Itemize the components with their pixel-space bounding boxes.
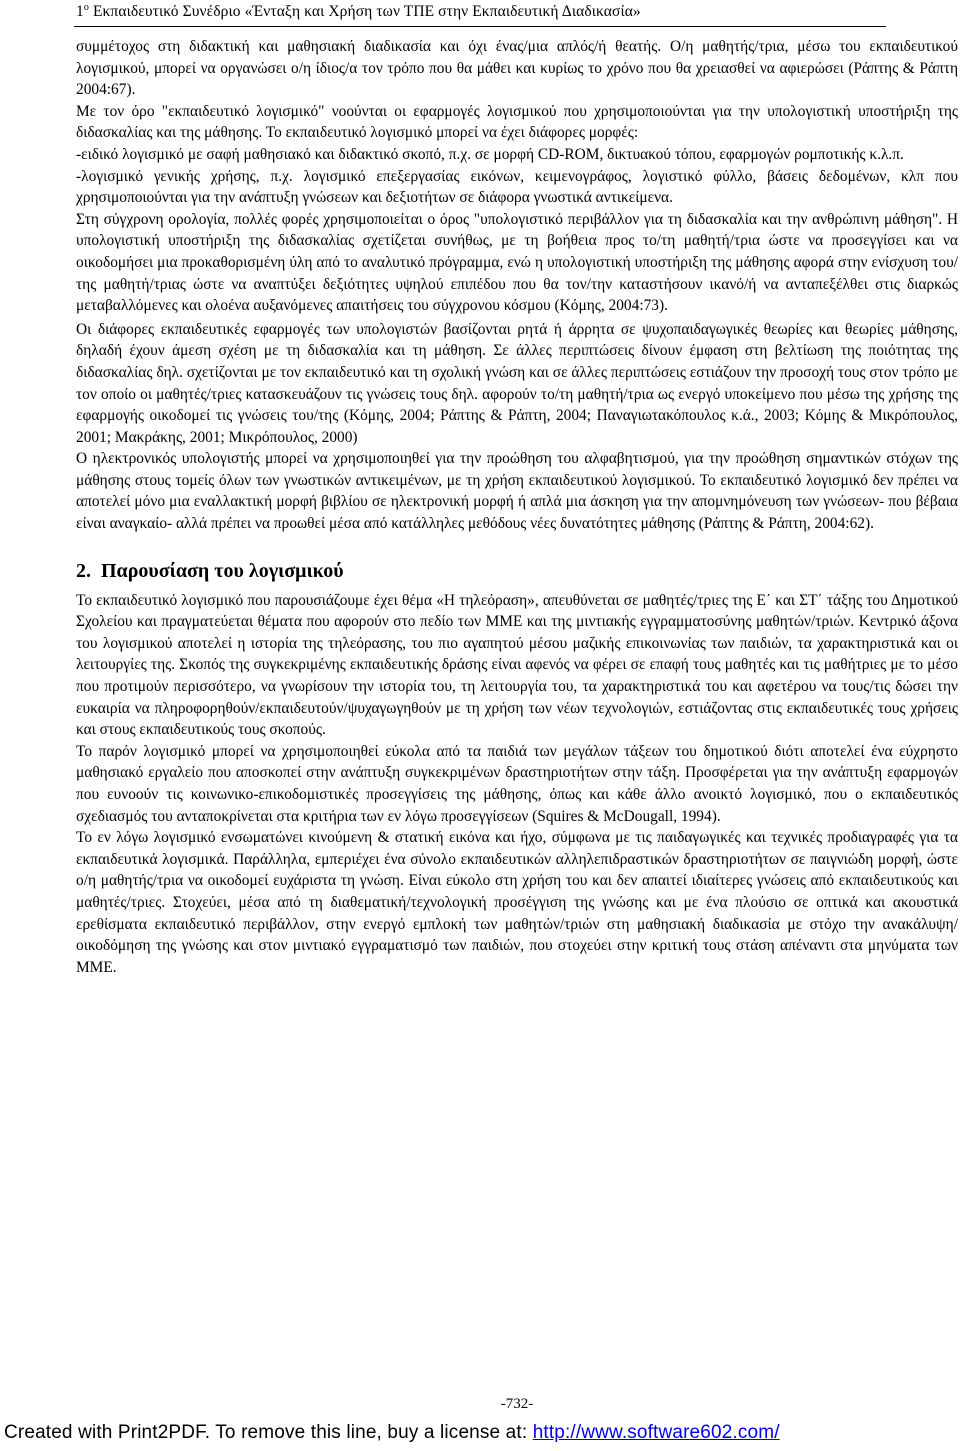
running-header [76, 2, 641, 21]
list-item: -ειδικό λογισμικό με σαφή μαθησιακό και διδακτικό σκοπό, π.χ. σε μορφή CD-ROM, δικτυακού τόπου, εφαρμογών ρομποτικής κ.λ.π. [76, 145, 904, 163]
section-title: Παρουσίαση του λογισμικού [101, 559, 344, 582]
banner-text: Created with Print2PDF. To remove this line, buy a license at: [4, 1422, 533, 1443]
paragraph: Με τον όρο "εκπαιδευτικό λογισμικό" νοούνται οι εφαρμογές λογισμικού που χρησιμοποιούνται για την υπολογιστική υποστήριξη της διδασκαλίας και της μάθησης. Το εκπαιδευτικό λογισμικό μπορεί να έχει διάφορες μορφές: [76, 102, 958, 142]
license-link[interactable]: http://www.software602.com/ [532, 1422, 780, 1443]
paragraph: Το εκπαιδευτικό λογισμικό που παρουσιάζουμε έχει θέμα «Η τηλεόραση», απευθύνεται σε μαθητές/τριες της Ε΄ και ΣΤ΄ τάξης του Δημοτικού Σχολείου και πραγματεύεται θέματα που αφορούν στο πεδίο των ΜΜΕ και της μιντιακής εγγραμματοσύνης μαθητών/τριών. Κεντρικό άξονα του λογισμικού αποτελεί η ιστορία της τηλεόρασης, του πιο αγαπητού μέσου μαζικής επικοινωνίας των παιδιών, τα χαρακτηριστικά και οι λειτουργίες της. Σκοπός της συγκεκριμένης εκπαιδευτικής δράσης είναι αφενός να φέρει σε επαφή τους μαθητές και τις μαθήτριες με το μέσο που προτιμούν περισσότερο, να γνωρίσουν την ιστορία του, τη λειτουργία του, τα χαρακτηριστικά του και αφετέρου να τους/τις δώσει την ευκαιρία να πληροφορηθούν/εκπαιδευτούν/ψυχαγωγηθούν με τη χρήση των νέων τεχνολογιών, εστιάζοντας στις εκπαιδευτικές τους χρήσεις και στους εκπαιδευτικούς τους σκοπούς. [76, 591, 958, 739]
header-number: 1 [76, 3, 84, 21]
paragraph: Στη σύγχρονη ορολογία, πολλές φορές χρησιμοποιείται ο όρος "υπολογιστικό περιβάλλον για τη διδασκαλία και την ανθρώπινη μάθηση". Η υπολογιστική υποστήριξη της διδασκαλίας σχετίζεται συνήθως, με τη βοήθεια προς το/τη μαθητή/τρια ώστε να προσεγγίσει και να οικοδομήσει μια προκαθορισμένη ύλη από το αναλυτικό πρόγραμμα, ενώ η υπολογιστική υποστήριξη της μάθησης αφορά στην ενίσχυση του/της μαθητή/τριας ώστε να αναπτύξει δεξιότητες υψηλού επιπέδου που θα τον/την καταστήσουν ικανό/ή να ανταπεξέλθει στις διαρκώς μεταβαλλόμενες και ολοένα αυξανόμενες απαιτήσεις του σύγχρονου κόσμου (Κόμης, 2004:73). [76, 210, 958, 315]
paragraph: συμμέτοχος στη διδακτική και μαθησιακή διαδικασία και όχι ένας/μια απλός/ή θεατής. Ο/η μαθητής/τρια, μέσω του εκπαιδευτικού λογισμικού, μπορεί να οργανώσει ο/η ίδιος/α τον τρόπο που θα μάθει και κυρίως το χρόνο που θα χρειασθεί να αφιερώσει (Ράπτης & Ράπτη 2004:67). [76, 38, 958, 99]
section-number: 2. [76, 559, 91, 582]
paragraph: Ο ηλεκτρονικός υπολογιστής μπορεί να χρησιμοποιηθεί για την προώθηση του αλφαβητισμού, για την προώθηση σημαντικών στόχων της μάθησης στους τομείς όλων των γνωστικών αντικειμένων, με τη χρήση εκπαιδευτικού λογισμικού. Το εκπαιδευτικό λογισμικό δεν πρέπει να αποτελεί μόνο μια εναλλακτική μορφή βιβλίου σε ηλεκτρονική μορφή ή απλά μια άσκηση για την απομνημόνευση των γνώσεων- που βέβαια είναι αναγκαίο- αλλά πρέπει να προωθεί μέσα από κατάλληλες μεθόδους νέες δυνατότητες μάθησης (Ράπτης & Ράπτη, 2004:62). [76, 450, 958, 533]
list-item: -λογισμικό γενικής χρήσης, π.χ. λογισμικό επεξεργασίας εικόνων, κειμενογράφος, λογιστικό φύλλο, βάσεις δεδομένων, κλπ που χρησιμοποιούνται για την ανάπτυξη γνώσεων και δεξιοτήτων σε διάφορα γνωστικά αντικείμενα. [76, 167, 958, 207]
document-body [76, 36, 958, 978]
paragraph: Οι διάφορες εκπαιδευτικές εφαρμογές των υπολογιστών βασίζονται ρητά ή άρρητα σε ψυχοπαιδαγωγικές θεωρίες και θεωρίες μάθησης, δηλαδή έχουν άμεση σχέση με τη διδασκαλία και τη μάθηση. Σε άλλες περιπτώσεις δίνουν έμφαση στη βελτίωση της ποιότητας της διδασκαλίας δηλ. σχετίζονται με τον εκπαιδευτικό και τη σχολική γνώση και σε άλλες περιπτώσεις εστιάζουν την προσοχή τους στον τρόπο με τον οποίο οι μαθητές/τριες κατασκευάζουν τις γνώσεις τους δηλ. αφορούν το/τη μαθητή/τρια ως ενεργό υποκείμενο που μέσω της χρήσης της εφαρμογής οικοδομεί τις γνώσεις του/της (Κόμης, 2004; Ράπτης & Ράπτη, 2004; Παναγιωτακόπουλος κ.ά., 2003; Κόμης & Μικρόπουλος, 2001; Μακράκης, 2001; Μικρόπουλος, 2000) [76, 320, 958, 446]
section-heading [76, 559, 958, 583]
header-ordinal: ο [83, 2, 89, 13]
page-number: -732- [500, 1396, 534, 1412]
paragraph: Το παρόν λογισμικό μπορεί να χρησιμοποιηθεί εύκολα από τα παιδιά των μεγάλων τάξεων του δημοτικού διότι αποτελεί ένα εύχρηστο μαθησιακό εργαλείο που αποσκοπεί στην ανάπτυξη συγκεκριμένων δραστηριοτήτων στην τάξη. Προσφέρεται για την ανάπτυξη εφαρμογών που ευνοούν τις κοινωνικο-επικοδομιστικές προσεγγίσεις της μάθησης, όπως και κάθε άλλο ανοικτό λογισμικό, που ο εκπαιδευτικός σχεδιασμός του ανταποκρίνεται στα κριτήρια των εν λόγω προσεγγίσεων (Squires & McDougall, 1994). [76, 742, 958, 825]
paragraph: Το εν λόγω λογισμικό ενσωματώνει κινούμενη & στατική εικόνα και ήχο, σύμφωνα με τις παιδαγωγικές και τεχνικές προδιαγραφές για τα εκπαιδευτικά λογισμικά. Παράλληλα, εμπεριέχει ένα σύνολο εκπαιδευτικών αλληλεπιδραστικών δραστηριοτήτων σε παιγνιώδη μορφή, ώστε ο/η μαθητής/τρια να οικοδομεί ευχάριστα τη γνώση. Είναι εύκολο στη χρήση του και δεν απαιτεί ιδιαίτερες γνώσεις από εκπαιδευτικούς και μαθητές/τριες. Στοχεύει, μέσα από τη διαθεματική/τεχνολογική προσέγγιση της γνώσης και με ένα πλούσιο σε οπτικά και ακουστικά ερεθίσματα εκπαιδευτικό περιβάλλον, στην ενεργό εμπλοκή των μαθητών/τριών στη μαθησιακή διαδικασία με στόχο την ανακάλυψη/οικοδόμηση της γνώσης και στον μιντιακό εγγραματισμό των παιδιών, που στοχεύει στην κριτική τους στάση απέναντι στα μηνύματα των ΜΜΕ. [76, 829, 958, 976]
header-divider [74, 26, 886, 27]
print2pdf-banner [4, 1422, 780, 1444]
header-title: Εκπαιδευτικό Συνέδριο «Ένταξη και Χρήση των ΤΠΕ στην Εκπαιδευτική Διαδικασία» [88, 3, 641, 21]
